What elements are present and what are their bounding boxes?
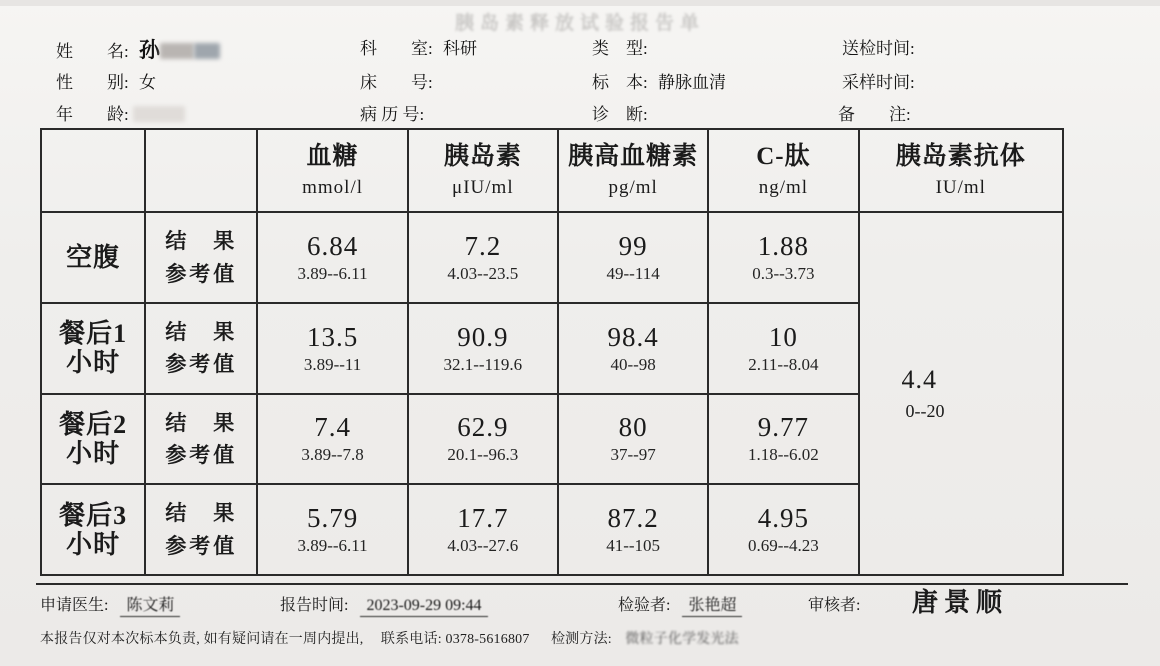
header-corner-cell: [41, 129, 145, 212]
column-header-glucose: [257, 129, 407, 212]
table-row: [41, 212, 1063, 303]
cell-post3h-cpeptide: [708, 484, 858, 575]
field-department-label: 科 室:: [360, 39, 433, 58]
results-table-wrapper: [40, 128, 1064, 576]
cell-reference: 4.03--27.6: [447, 536, 519, 556]
field-name-label: 姓 名:: [56, 42, 129, 61]
row-kind-cell: [145, 394, 257, 485]
cell-reference: 3.89--7.8: [301, 445, 364, 465]
column-header-glucose-name: 血糖: [306, 143, 359, 171]
cell-reference: 40--98: [610, 354, 656, 374]
field-name: [56, 34, 220, 64]
cell-post1h-glucose: [257, 303, 407, 394]
column-header-insulin-unit: μIU/ml: [452, 177, 514, 199]
cell-value: 6.84: [306, 231, 359, 262]
cell-post1h-insulin: [408, 303, 558, 394]
kind-reference-label: 参考值: [165, 442, 238, 467]
cell-post2h-glucagon: [558, 394, 708, 485]
field-gender: [56, 68, 156, 93]
kind-result-label: 结 果: [165, 229, 238, 254]
field-department-value: 科研: [442, 39, 477, 58]
column-header-insulin-antibody: [859, 129, 1063, 212]
column-header-insulin-name: 胰岛素: [443, 143, 522, 171]
document-title: 胰岛素释放试验报告单: [454, 13, 705, 34]
cell-post1h-glucagon: [558, 303, 708, 394]
footer-tester-value: 张艳超: [682, 597, 742, 617]
row-label-line1: 餐后3: [59, 500, 128, 530]
footer-requesting-doctor-value: 陈文莉: [120, 597, 180, 617]
field-type: [592, 34, 658, 59]
cell-post2h-cpeptide: [708, 394, 858, 485]
field-medical-record: [360, 100, 434, 125]
field-specimen: [592, 68, 726, 93]
kind-result-label: 结 果: [165, 319, 238, 344]
cell-post2h-glucose: [257, 394, 407, 485]
report-footer: [40, 588, 1120, 618]
footer-requesting-doctor: [40, 592, 180, 615]
cell-reference: 41--105: [606, 536, 661, 556]
cell-post1h-cpeptide: [708, 303, 858, 394]
footer-report-time: [280, 592, 488, 615]
cell-value: 10: [768, 321, 798, 352]
row-label-fasting: 空腹: [41, 212, 145, 303]
footer-report-time-label: 报告时间:: [280, 597, 349, 614]
cell-value: 17.7: [457, 503, 509, 534]
disclaimer-part-3: 检测方法:: [550, 632, 612, 647]
row-label-line2: 小时: [66, 529, 121, 559]
cell-value: 62.9: [457, 412, 509, 443]
cell-fasting-insulin: [408, 212, 558, 303]
column-header-insulin-antibody-unit: IU/ml: [935, 177, 986, 199]
field-bed-label: 床 号:: [360, 73, 433, 92]
table-header-row: [41, 129, 1063, 212]
cell-reference: 0.3--3.73: [752, 264, 815, 284]
footer-report-time-value: 2023-09-29 09:44: [360, 597, 487, 617]
field-department: [360, 34, 477, 59]
row-label-line1: 餐后1: [59, 319, 128, 349]
disclaimer-part-1: 本报告仅对本次标本负责, 如有疑问请在一周内提出,: [40, 632, 364, 647]
column-header-glucagon-unit: pg/ml: [608, 177, 658, 199]
kind-reference-label: 参考值: [165, 352, 238, 377]
column-header-insulin: [408, 129, 558, 212]
field-gender-value: 女: [138, 73, 156, 92]
header-kind-cell: [145, 129, 257, 212]
redaction-block: [160, 43, 194, 59]
field-remark: [838, 100, 921, 125]
row-label-post-meal-3h: [41, 484, 145, 575]
column-header-cpeptide-unit: ng/ml: [758, 177, 809, 199]
cell-value: 9.77: [757, 412, 810, 443]
cell-post3h-insulin: [408, 484, 558, 575]
footer-tester-label: 检验者:: [618, 597, 671, 614]
cell-fasting-cpeptide: [708, 212, 858, 303]
column-header-cpeptide: [708, 129, 858, 212]
cell-value: 87.2: [607, 503, 659, 534]
page-top-edge: [0, 0, 1160, 6]
row-label-line2: 小时: [66, 348, 121, 378]
field-remark-label: 备 注:: [838, 105, 911, 124]
footer-reviewer-label: 审核者:: [808, 597, 861, 614]
cell-post3h-glucagon: [558, 484, 708, 575]
row-label-post-meal-2h: [41, 394, 145, 485]
field-diagnosis-label: 诊 断:: [592, 105, 648, 124]
redaction-block: [133, 106, 185, 122]
cell-post3h-glucose: [257, 484, 407, 575]
column-header-cpeptide-name: C-肽: [756, 143, 811, 171]
field-specimen-label: 标 本:: [592, 73, 648, 92]
cell-value: 4.95: [757, 503, 810, 534]
field-submit-time-label: 送检时间:: [842, 39, 915, 58]
cell-reference: 37--97: [610, 445, 656, 465]
field-medical-record-label: 病 历 号:: [360, 105, 425, 124]
footer-reviewer-signature: 唐景顺: [912, 588, 1009, 618]
cell-value: 1.88: [757, 231, 810, 262]
cell-reference: 3.89--6.11: [297, 264, 368, 284]
cell-reference: 32.1--119.6: [443, 354, 523, 374]
footer-tester: [618, 592, 742, 615]
cell-reference: 3.89--11: [303, 354, 362, 374]
cell-reference: 1.18--6.02: [747, 445, 819, 465]
cell-reference: 4.03--23.5: [447, 264, 519, 284]
field-sample-time: [842, 68, 925, 93]
column-header-glucagon: [558, 129, 708, 212]
row-label-post-meal-1h: [41, 303, 145, 394]
field-age: [56, 100, 185, 125]
cell-reference: 20.1--96.3: [447, 445, 519, 465]
field-name-value: 孙: [138, 38, 160, 62]
row-kind-cell: [145, 212, 257, 303]
cell-post2h-insulin: [408, 394, 558, 485]
row-label-line1: 餐后2: [59, 409, 128, 439]
field-sample-time-label: 采样时间:: [842, 73, 915, 92]
cell-value: 90.9: [457, 321, 509, 352]
results-table: [40, 128, 1064, 576]
cell-insulin-antibody: [859, 212, 1063, 575]
cell-fasting-glucagon: [558, 212, 708, 303]
kind-reference-label: 参考值: [165, 533, 238, 558]
cell-reference: 3.89--6.11: [297, 536, 368, 556]
cell-fasting-glucose: [257, 212, 407, 303]
row-kind-cell: [145, 484, 257, 575]
field-specimen-value: 静脉血清: [657, 73, 726, 92]
field-type-label: 类 型:: [592, 39, 648, 58]
report-header: [0, 8, 1160, 124]
row-kind-cell: [145, 303, 257, 394]
field-age-label: 年 龄:: [56, 105, 129, 124]
field-bed: [360, 68, 443, 93]
cell-value: 13.5: [306, 321, 359, 352]
cell-reference: 0--20: [905, 401, 945, 422]
cell-reference: 0.69--4.23: [747, 536, 819, 556]
cell-value: 98.4: [607, 321, 659, 352]
kind-result-label: 结 果: [165, 501, 238, 526]
cell-value: 7.4: [314, 412, 351, 443]
field-gender-label: 性 别:: [56, 73, 129, 92]
cell-value: 5.79: [306, 503, 359, 534]
redaction-block: [194, 43, 220, 59]
cell-value: 7.2: [464, 231, 502, 262]
footer-reviewer: [808, 592, 860, 615]
kind-result-label: 结 果: [165, 410, 238, 435]
field-submit-time: [842, 34, 925, 59]
footer-requesting-doctor-label: 申请医生:: [40, 597, 109, 614]
cell-reference: 49--114: [606, 264, 660, 284]
cell-value: 99: [618, 231, 648, 262]
disclaimer-part-2: 联系电话: 0378-5616807: [380, 632, 530, 647]
cell-value: 80: [618, 412, 648, 443]
field-diagnosis: [592, 100, 658, 125]
column-header-glucagon-name: 胰高血糖素: [568, 143, 699, 171]
footer-disclaimer: [40, 628, 1130, 648]
cell-value: 4.4: [901, 365, 938, 395]
cell-reference: 2.11--8.04: [748, 354, 819, 374]
disclaimer-part-4: 微粒子化学发光法: [625, 632, 739, 647]
column-header-glucose-unit: mmol/l: [302, 177, 364, 199]
footer-signature-line: [40, 588, 1120, 618]
row-label-line2: 小时: [66, 438, 121, 468]
column-header-insulin-antibody-name: 胰岛素抗体: [895, 143, 1026, 171]
kind-reference-label: 参考值: [165, 261, 238, 286]
